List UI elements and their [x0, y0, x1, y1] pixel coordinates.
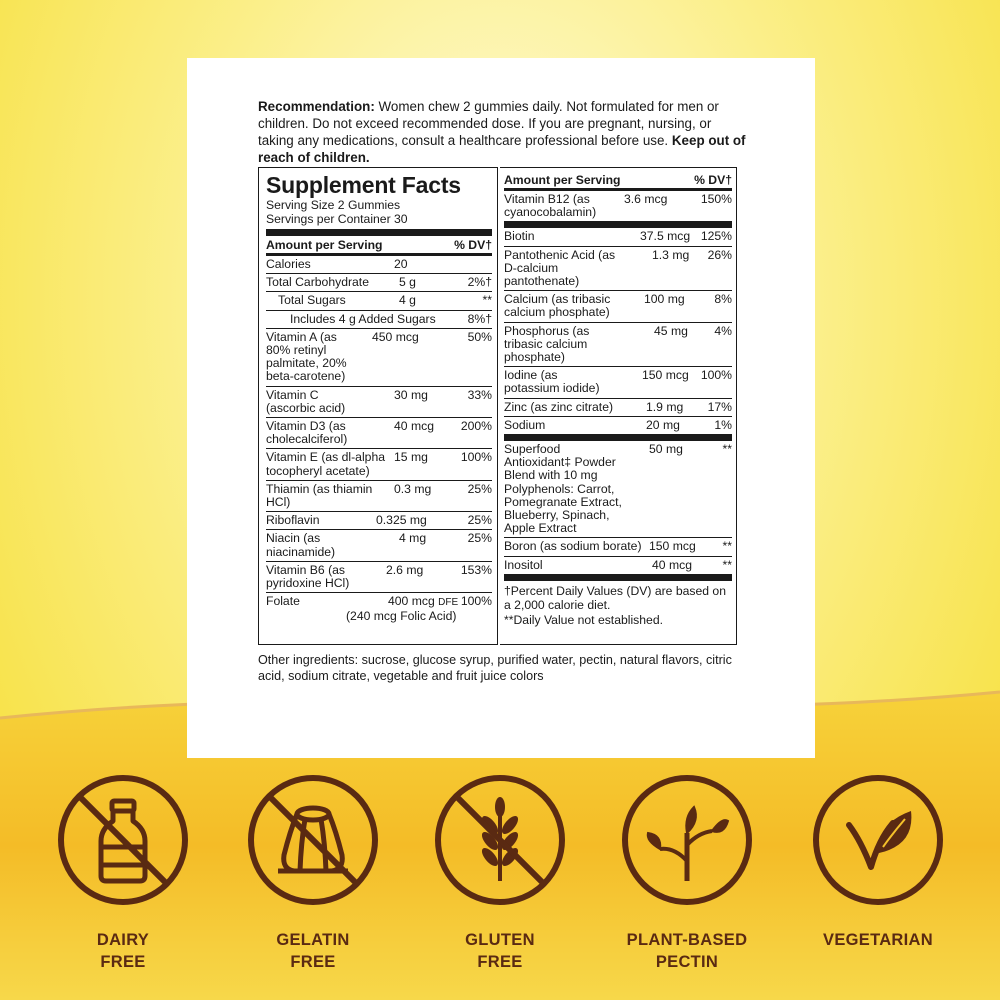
nutrient-row: Zinc (as zinc citrate) 1.9 mg 17%: [504, 399, 732, 417]
gelatin-mold-icon: [248, 775, 378, 905]
recommendation: [258, 98, 748, 166]
wheat-icon: [435, 775, 565, 905]
nutrient-row: Pantothenic Acid (as D-calcium pantothenate) 1.3 mg 26%: [504, 247, 732, 292]
nutrient-row: Folate 400 mcg DFE 100% (240 mcg Folic Acid): [266, 594, 492, 624]
badge-dairy-free: [53, 775, 193, 973]
nutrient-row: Calcium (as tribasic calcium phosphate) 100 mg 8%: [504, 291, 732, 322]
supplement-facts-left: [258, 167, 498, 645]
nutrient-row: Calories 20: [266, 256, 492, 274]
badge-gelatin-free: [243, 775, 383, 973]
nutrient-row: Iodine (as potassium iodide) 150 mcg 100%: [504, 367, 732, 398]
nutrient-row: Biotin 37.5 mcg 125%: [504, 228, 732, 246]
leaf-check-icon: [813, 775, 943, 905]
badge-label: VEGETARIAN: [823, 931, 933, 949]
nutrient-row: Includes 4 g Added Sugars 8%†: [266, 311, 492, 329]
nutrient-row: Thiamin (as thiamin HCl) 0.3 mg 25%: [266, 481, 492, 512]
servings-per-container: Servings per Container 30: [266, 212, 408, 226]
facts-header-right: Amount per Serving % DV†: [504, 173, 732, 187]
milk-bottle-icon: [58, 775, 188, 905]
badge-label: DAIRY FREE: [96, 931, 150, 971]
footnote-dv: †Percent Daily Values (DV) are based on a 2,000 calorie diet.: [504, 583, 726, 613]
nutrient-row: Vitamin B12 (as cyanocobalamin) 3.6 mcg 150%: [504, 191, 732, 222]
badge-label: PLANT-BASED PECTIN: [626, 931, 748, 971]
badge-plant-based-pectin: [617, 775, 757, 973]
sprout-icon: [622, 775, 752, 905]
nutrient-row: Riboflavin 0.325 mg 25%: [266, 512, 492, 530]
recommendation-lead: Recommendation:: [258, 99, 375, 114]
nutrient-row: Vitamin D3 (as cholecalciferol) 40 mcg 200%: [266, 418, 492, 449]
nutrient-row: Niacin (as niacinamide) 4 mg 25%: [266, 530, 492, 561]
nutrient-row: Vitamin C (ascorbic acid) 30 mg 33%: [266, 387, 492, 418]
nutrient-row: Total Sugars 4 g **: [266, 292, 492, 310]
recommendation-warning: Keep out of reach of children.: [258, 133, 746, 165]
facts-header-left: Amount per Serving % DV†: [266, 238, 492, 252]
nutrient-row: Vitamin E (as dl-alpha tocopheryl acetate) 15 mg 100%: [266, 449, 492, 480]
badge-label: GELATIN FREE: [276, 931, 350, 971]
nutrient-row: Total Carbohydrate 5 g 2%†: [266, 274, 492, 292]
nutrient-row: Superfood Antioxidant‡ Powder Blend with 10 mg Polyphenols: Carrot, Pomegranate Extract, Blueberry, Spinach, Apple Extract 50 mg **: [504, 441, 732, 538]
supplement-facts-right: [500, 167, 737, 645]
nutrient-row: Sodium 20 mg 1%: [504, 417, 732, 432]
footnote-not-established: **Daily Value not established.: [504, 612, 663, 627]
recommendation-text: Women chew 2 gummies daily. Not formulated for men or children. Do not exceed recommended dose. If you are pregnant, nursing, or taking any medications, consult a healthcare professional before use.: [258, 99, 719, 148]
badge-label: GLUTEN FREE: [465, 931, 535, 971]
nutrient-row: Vitamin B6 (as pyridoxine HCl) 2.6 mg 153%: [266, 562, 492, 593]
serving-size: Serving Size 2 Gummies: [266, 198, 401, 212]
nutrient-row: Inositol 40 mcg **: [504, 557, 732, 572]
nutrient-row: Phosphorus (as tribasic calcium phosphate) 45 mg 4%: [504, 323, 732, 368]
facts-title: Supplement Facts: [266, 172, 461, 198]
nutrient-row: Boron (as sodium borate) 150 mcg **: [504, 538, 732, 556]
other-ingredients: Other ingredients: sucrose, glucose syrup, purified water, pectin, natural flavors, citric acid, sodium citrate, vegetable and fruit juice colors: [258, 653, 732, 683]
nutrient-row: Vitamin A (as 80% retinyl palmitate, 20% beta-carotene) 450 mcg 50%: [266, 329, 492, 387]
badge-vegetarian: [808, 775, 948, 951]
badge-gluten-free: [430, 775, 570, 973]
